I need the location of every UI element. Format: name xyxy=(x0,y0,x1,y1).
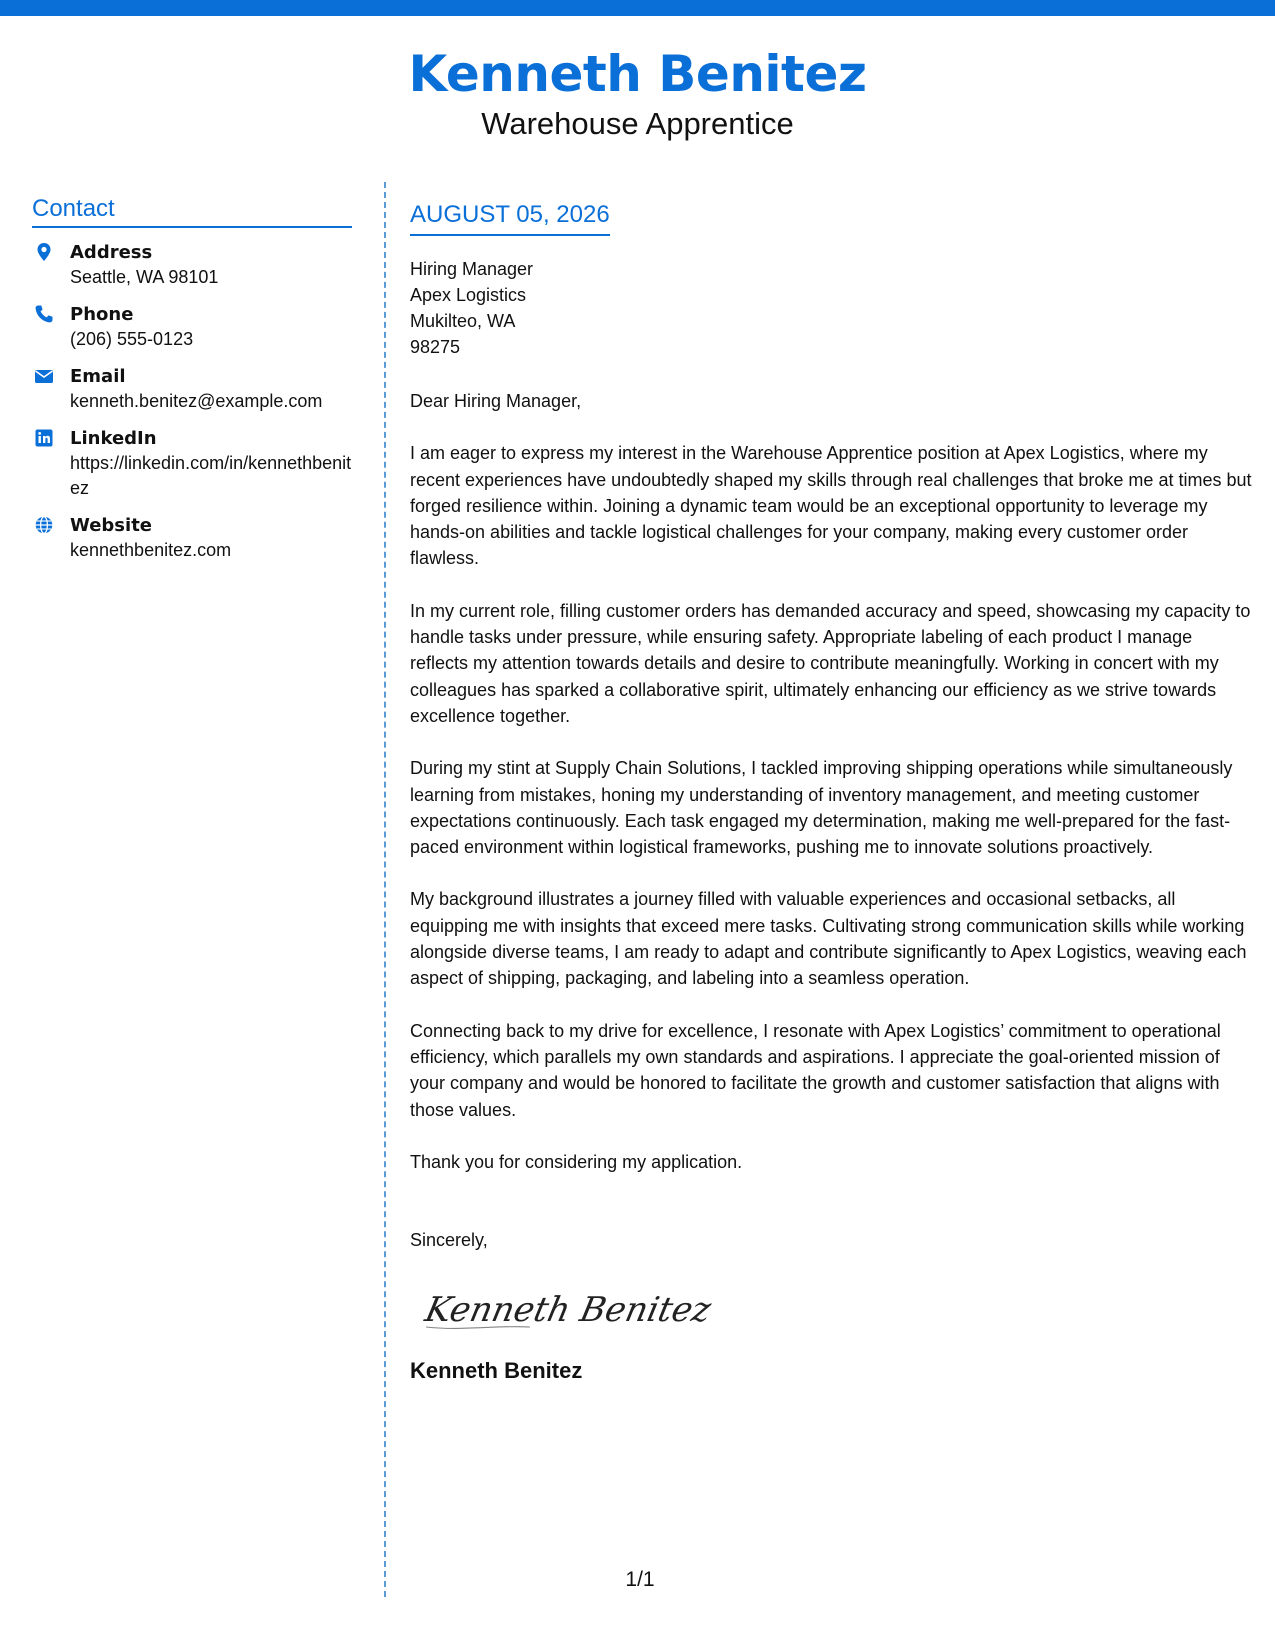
linkedin-icon xyxy=(34,428,54,448)
envelope-icon xyxy=(34,366,54,386)
letter-paragraph: Connecting back to my drive for excellence, I resonate with Apex Logistics’ commitment to operational efficiency, which parallels my own standards and aspirations. I appreciate the goal-oriented mission of your company and would be honored to facilitate the growth and customer satisfaction that aligns with those values. xyxy=(410,1020,1221,1120)
contact-item-phone xyxy=(32,302,352,352)
recipient-line: 98275 xyxy=(410,337,461,357)
contact-item-email xyxy=(32,364,352,414)
job-title: Warehouse Apprentice xyxy=(481,106,794,141)
contact-value-linkedin[interactable]: https://linkedin.com/in/kennethbenitez xyxy=(70,453,352,498)
closing: Sincerely, xyxy=(410,1230,488,1251)
map-pin-icon xyxy=(34,242,54,262)
contact-label-email: Email xyxy=(70,366,126,387)
contact-item-website xyxy=(32,513,352,563)
signature-text: Kenneth Benitez xyxy=(421,1290,715,1331)
recipient-line: Mukilteo, WA xyxy=(410,311,516,331)
letter-body xyxy=(410,200,1255,1385)
salutation: Dear Hiring Manager, xyxy=(410,391,582,411)
contact-label-website: Website xyxy=(70,515,153,536)
header xyxy=(0,44,1275,142)
applicant-name: Kenneth Benitez xyxy=(408,45,867,103)
recipient-line: Apex Logistics xyxy=(410,285,527,305)
letter-paragraph: Thank you for considering my application. xyxy=(410,1151,743,1172)
contact-sidebar xyxy=(32,195,352,575)
column-divider xyxy=(384,182,386,1597)
letter-paragraph: In my current role, filling customer orders has demanded accuracy and speed, showcasing my capacity to handle tasks under pressure, while ensuring safety. Appropriate labeling of each product I manage reflects my attention towards details and desire to contribute meaningfully. Working in concert with my colleagues has sparked a collaborative spirit, ultimately enhancing our efficiency as we strive towards excellence together. xyxy=(410,600,1251,726)
top-accent-bar xyxy=(0,0,1275,16)
contact-label-linkedin: LinkedIn xyxy=(70,428,157,449)
globe-icon xyxy=(34,515,54,535)
signature-graphic xyxy=(420,1281,715,1337)
phone-icon xyxy=(34,304,54,324)
letter-paragraph: During my stint at Supply Chain Solutions, I tackled improving shipping operations while simultaneously learning from mistakes, honing my understanding of inventory management, and meeting customer expectations continuously. Each task engaged my determination, making me well-prepared for the fast-paced environment within logistical frameworks, pushing me to innovate solutions proactively. xyxy=(410,758,1233,858)
contact-value-email: kenneth.benitez@example.com xyxy=(70,391,323,411)
contact-list xyxy=(32,240,352,563)
contact-value-website[interactable]: kennethbenitez.com xyxy=(70,540,232,560)
contact-heading: Contact xyxy=(32,195,352,228)
letter-paragraph: I am eager to express my interest in the Warehouse Apprentice position at Apex Logistics, where my recent experiences have undoubtedly shaped my skills through real challenges that broke me at times but forged resilience within. Joining a dynamic team would be an exceptional opportunity to leverage my hands-on abilities and tackle logistical challenges for your company, making every customer order flawless. xyxy=(410,443,1252,569)
contact-label-address: Address xyxy=(70,242,153,263)
contact-item-address xyxy=(32,240,352,290)
recipient-block xyxy=(410,256,1255,360)
contact-value-phone: (206) 555-0123 xyxy=(70,329,194,349)
signer-name: Kenneth Benitez xyxy=(410,1358,583,1384)
recipient-line: Hiring Manager xyxy=(410,259,534,279)
letter-date: AUGUST 05, 2026 xyxy=(410,200,610,236)
letter-paragraph: My background illustrates a journey filled with valuable experiences and occasional setbacks, all equipping me with insights that exceed mere tasks. Cultivating strong communication skills while working alongside diverse teams, I am ready to adapt and contribute significantly to Apex Logistics, weaving each aspect of shipping, packaging, and labeling into a seamless operation. xyxy=(410,889,1247,989)
page-number: 1/1 xyxy=(625,1568,655,1591)
handwritten-signature xyxy=(420,1281,1255,1337)
contact-value-address: Seattle, WA 98101 xyxy=(70,267,219,287)
contact-label-phone: Phone xyxy=(70,304,134,325)
contact-item-linkedin xyxy=(32,426,352,501)
